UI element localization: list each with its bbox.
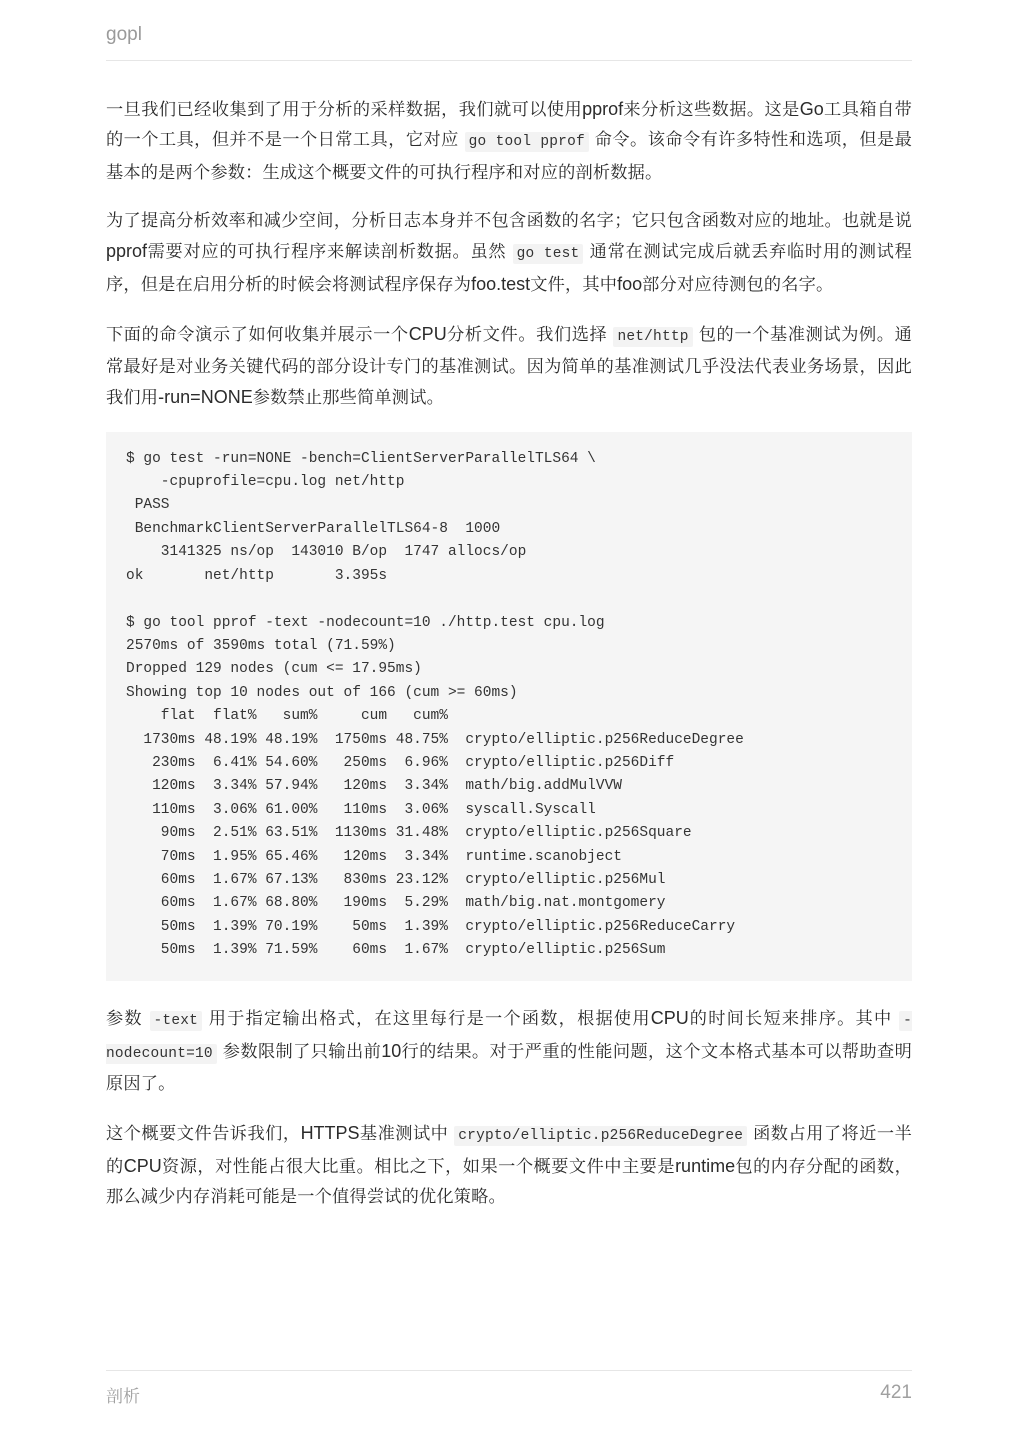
text-run: 分析文件。我们选择 — [446, 324, 614, 345]
text-run: 的时间长短来排序。其中 — [688, 1008, 900, 1029]
text-run: pprof — [106, 241, 148, 262]
paragraph-pprof-intro — [106, 94, 912, 188]
text-run: foo.test — [471, 274, 531, 295]
page-content — [106, 94, 912, 1230]
text-run: 用于指定输出格式，在这里每行是一个函数，根据使用 — [202, 1008, 651, 1029]
text-run: 基准测试中 — [359, 1123, 455, 1144]
text-run: 参数 — [106, 1008, 150, 1029]
text-run: Go — [799, 99, 824, 119]
text-run: 工具箱自带的一个工具，但并不是一个日常工具，它对应 — [106, 100, 912, 151]
inline-code: -text — [150, 1011, 203, 1031]
inline-code: go test — [513, 244, 584, 264]
text-run: 通常在测试完成后就丢弃临时用的测试程序，但是在启用分析的时候会将测试程序保存为 — [106, 242, 913, 296]
inline-code: go tool pprof — [465, 132, 589, 152]
inline-code: crypto/elliptic.p256ReduceDegree — [454, 1126, 747, 1146]
text-run: 命令。该命令有许多特性和选项，但是最基本的是两个参数：生成这个概要文件的可执行程序和对应的剖析数据。 — [106, 130, 913, 183]
inline-code: -nodecount=10 — [106, 1012, 912, 1062]
text-run: 这个概要文件告诉我们， — [106, 1123, 301, 1144]
text-run: 部分对应待测包的名字。 — [642, 275, 834, 296]
text-run: 10 — [381, 1040, 402, 1061]
text-run: 为了提高分析效率和减少空间，分析日志本身并不包含函数的名字；它只包含函数对应的地址。也就是说 — [106, 210, 912, 231]
page-number: 421 — [880, 1382, 912, 1403]
text-run: 一旦我们已经收集到了用于分析的采样数据，我们就可以使用 — [106, 100, 583, 120]
text-run: 参数限制了只输出前 — [216, 1041, 382, 1062]
paragraph-profile-conclusion — [106, 1118, 912, 1213]
paragraph-profile-addresses — [106, 206, 912, 301]
text-run: 文件，其中 — [530, 275, 618, 296]
text-run: -run=NONE — [158, 387, 253, 408]
code-block: $ go test -run=NONE -bench=ClientServerParallelTLS64 \ -cpuprofile=cpu.log net/http PASS BenchmarkClientServerParallelTLS64-8 1000 3141325 ns/op 143010 B/op 1747 allocs/op ok net/http 3.395s $ go tool pprof -text -nodecount=10 ./http.test cpu.log 2570ms of 3590ms total (71.59%) Dropped 129 nodes (cum <= 17.95ms) Showing top 10 nodes out of 166 (cum >= 60ms) flat flat% sum% cum cum% 1730ms 48.19% 48.19% 1750ms 48.75% crypto/elliptic.p256ReduceDegree 230ms 6.41% 54.60% 250ms 6.96% crypto/elliptic.p256Diff 120ms 3.34% 57.94% 120ms 3.34% math/big.addMulVVW 110ms 3.06% 61.00% 110ms 3.06% syscall.Syscall 90ms 2.51% 63.51% 1130ms 31.48% crypto/elliptic.p256Square 70ms 1.95% 65.46% 120ms 3.34% runtime.scanobject 60ms 1.67% 67.13% 830ms 23.12% crypto/elliptic.p256Mul 60ms 1.67% 68.80% 190ms 5.29% math/big.nat.montgomery 50ms 1.39% 70.19% 50ms 1.39% crypto/elliptic.p256ReduceCarry 50ms 1.39% 71.59% 60ms 1.67% crypto/elliptic.p256Sum — [106, 432, 912, 981]
text-run: pprof — [582, 99, 624, 119]
header-divider — [106, 60, 912, 61]
text-run: foo — [617, 274, 643, 295]
text-run: 参数禁止那些简单测试。 — [252, 388, 444, 409]
text-run: runtime — [675, 1155, 736, 1176]
text-run: 需要对应的可执行程序来解读剖析数据。虽然 — [147, 242, 513, 263]
text-run: 资源，对性能占很大比重。相比之下，如果一个概要文件中主要是 — [161, 1156, 676, 1177]
paragraph-cpu-benchmark — [106, 319, 912, 414]
text-run: CPU — [650, 1007, 689, 1028]
text-run: HTTPS — [300, 1122, 360, 1143]
inline-code: net/http — [613, 327, 692, 347]
footer-divider — [106, 1370, 912, 1371]
text-run: 来分析这些数据。这是 — [623, 100, 800, 120]
footer-section-title: 剖析 — [106, 1387, 140, 1407]
text-run: 函数占用了将近一半的 — [106, 1123, 912, 1177]
running-header: gopl — [106, 24, 142, 45]
text-run: CPU — [408, 323, 447, 344]
text-run: 下面的命令演示了如何收集并展示一个 — [106, 324, 409, 345]
text-run: 包的内存分配的函数，那么减少内存消耗可能是一个值得尝试的优化策略。 — [106, 1156, 912, 1208]
text-run: CPU — [123, 1155, 162, 1176]
text-run: 包的一个基准测试为例。通常最好是对业务关键代码的部分设计专门的基准测试。因为简单的基准测试几乎没法代表业务场景，因此我们用 — [106, 324, 912, 409]
paragraph-text-format — [106, 1003, 912, 1100]
text-run: 行的结果。对于严重的性能问题，这个文本格式基本可以帮助查明原因了。 — [106, 1041, 913, 1095]
